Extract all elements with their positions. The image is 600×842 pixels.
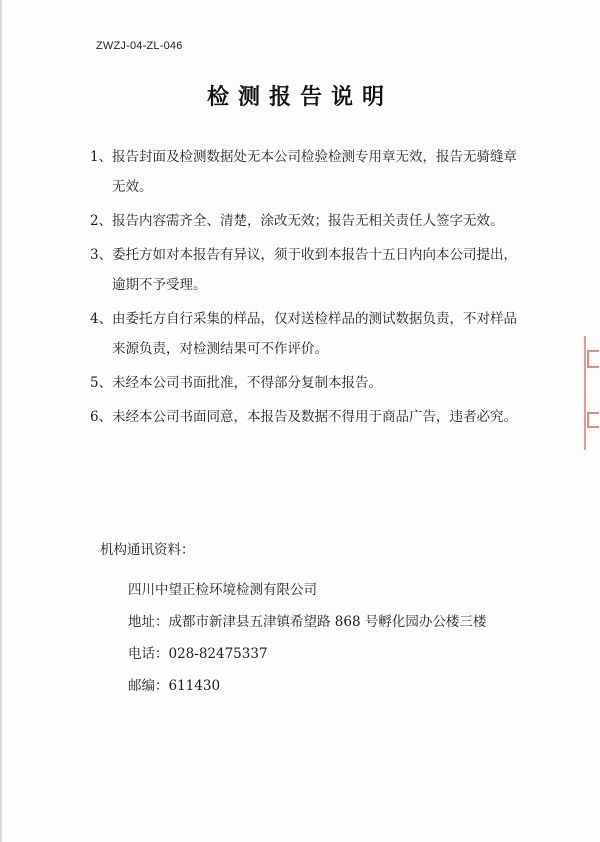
notice-item-2 [90,206,530,236]
notice-item-number: 6、 [90,409,113,425]
page-title: 检测报告说明 [206,85,393,110]
notice-item-number: 4、 [90,311,113,327]
contact-details [100,580,520,696]
notice-item-text: 由委托方自行采集的样品，仅对送检样品的测试数据负责，不对样品来源负责，对检测结果可不作评价。 [112,311,517,357]
seam-stamp-glyph [587,350,599,368]
notice-item-1 [90,142,530,202]
notice-item-number: 3、 [90,247,113,263]
notice-item-text: 未经本公司书面批准，不得部分复制本报告。 [112,375,382,391]
contact-address: 地址：成都市新津县五津镇希望路 868 号孵化园办公楼三楼 [128,614,487,630]
contact-company: 四川中望正检环境检测有限公司 [128,582,317,598]
notice-item-4 [90,304,530,364]
document-code: ZWZJ-04-ZL-046 [96,40,183,52]
contact-heading: 机构通讯资料： [100,542,195,558]
notice-item-text: 报告封面及检测数据处无本公司检验检测专用章无效，报告无骑缝章无效。 [112,149,517,195]
notice-item-5 [90,368,530,398]
notice-item-number: 2、 [90,213,113,229]
notice-item-text: 报告内容需齐全、清楚，涂改无效；报告无相关责任人签字无效。 [112,213,504,229]
notice-item-3 [90,240,530,300]
page-edge-shadow [0,0,3,842]
notice-item-6 [90,402,530,432]
notice-item-number: 5、 [90,375,113,391]
seam-stamp-glyph [587,412,599,428]
notice-item-number: 1、 [90,149,113,165]
contact-phone: 电话：028-82475337 [128,646,268,662]
notice-list [90,142,530,436]
contact-postcode: 邮编：611430 [128,678,221,694]
notice-item-text: 委托方如对本报告有异议，须于收到本报告十五日内向本公司提出，逾期不予受理。 [112,247,517,293]
notice-item-text: 未经本公司书面同意，本报告及数据不得用于商品广告，违者必究。 [112,409,517,425]
contact-block [100,540,520,708]
